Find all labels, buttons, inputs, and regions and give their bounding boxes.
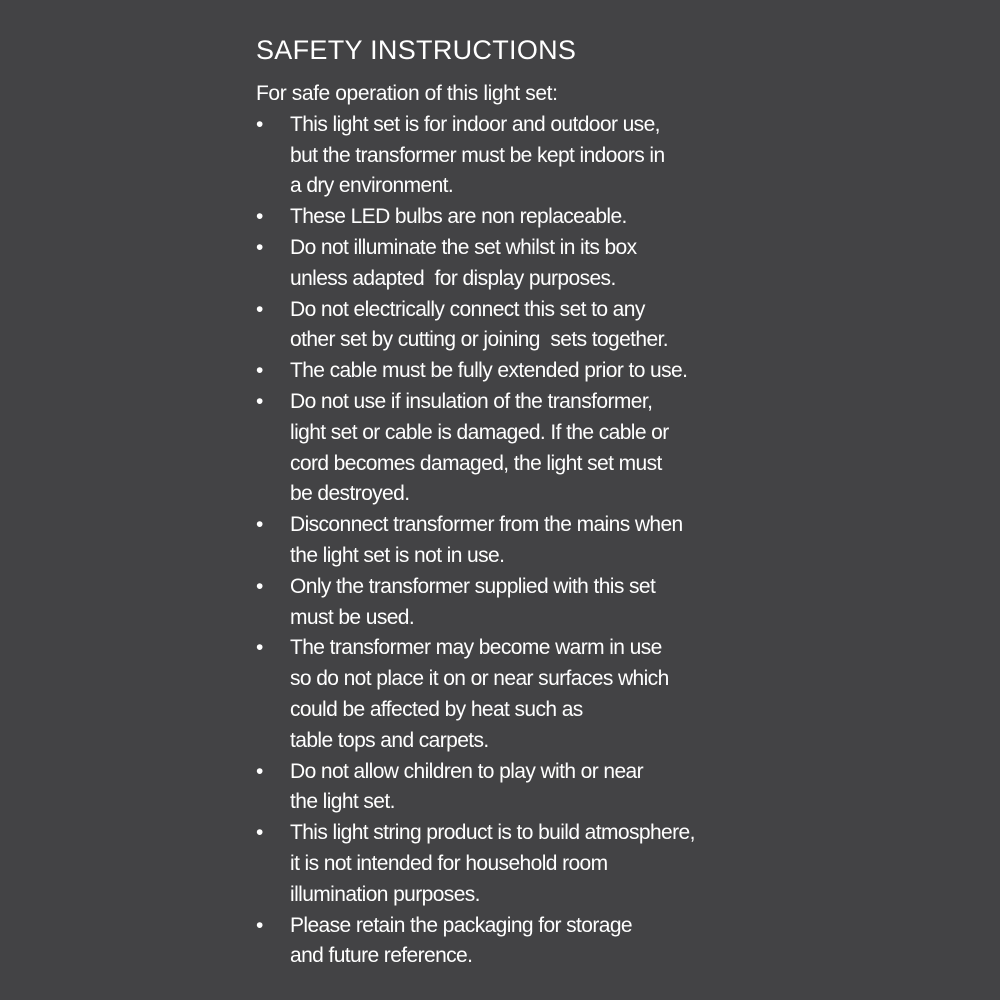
list-item-line: it is not intended for household room [290, 851, 608, 875]
bullet-icon: • [256, 636, 264, 660]
intro-text: For safe operation of this light set: [256, 82, 558, 105]
list-item [256, 633, 695, 756]
list-item [256, 202, 695, 233]
list-item [256, 911, 695, 973]
list-item-line: cord becomes damaged, the light set must [290, 451, 662, 475]
list-item-line: must be used. [290, 605, 415, 629]
list-item-line: unless adapted for display purposes. [290, 266, 616, 290]
list-item [256, 233, 695, 295]
list-item-line: could be affected by heat such as [290, 697, 583, 721]
list-item-line: be destroyed. [290, 482, 410, 506]
bullet-icon: • [256, 205, 264, 229]
bullet-icon: • [256, 759, 264, 783]
instruction-list [256, 110, 695, 972]
bullet-icon: • [256, 821, 264, 845]
page-title: SAFETY INSTRUCTIONS [256, 35, 577, 65]
bullet-icon: • [256, 235, 264, 259]
list-item-line: so do not place it on or near surfaces which [290, 667, 669, 691]
list-item-line: table tops and carpets. [290, 728, 489, 752]
bullet-icon: • [256, 297, 264, 321]
list-item-line: other set by cutting or joining sets together. [290, 328, 669, 352]
list-item-line: the light set is not in use. [290, 543, 505, 567]
bullet-icon: • [256, 574, 264, 598]
list-item-line: These LED bulbs are non replaceable. [290, 205, 627, 229]
list-item [256, 110, 695, 202]
list-item [256, 572, 695, 634]
bullet-icon: • [256, 389, 264, 413]
list-item-line: Please retain the packaging for storage [290, 913, 632, 937]
bullet-icon: • [256, 112, 264, 136]
list-item-line: light set or cable is damaged. If the cable or [290, 420, 669, 444]
list-item-line: illumination purposes. [290, 882, 480, 906]
list-item [256, 356, 695, 387]
list-item-line: The cable must be fully extended prior to use. [290, 359, 688, 383]
list-item-line: a dry environment. [290, 174, 454, 198]
list-item-line: Do not electrically connect this set to any [290, 297, 645, 321]
list-item-line: This light string product is to build atmosphere, [290, 821, 695, 845]
list-item-line: but the transformer must be kept indoors in [290, 143, 665, 167]
list-item-line: Do not illuminate the set whilst in its box [290, 235, 637, 259]
list-item-line: Disconnect transformer from the mains when [290, 513, 683, 537]
list-item [256, 510, 695, 572]
bullet-icon: • [256, 913, 264, 937]
list-item-line: Only the transformer supplied with this set [290, 574, 656, 598]
list-item-line: the light set. [290, 790, 395, 814]
list-item-line: and future reference. [290, 944, 473, 968]
list-item-line: The transformer may become warm in use [290, 636, 662, 660]
bullet-icon: • [256, 359, 264, 383]
list-item-line: Do not use if insulation of the transformer, [290, 389, 653, 413]
list-item-line: Do not allow children to play with or near [290, 759, 643, 783]
list-item-line: This light set is for indoor and outdoor use, [290, 112, 660, 136]
list-item [256, 818, 695, 910]
bullet-icon: • [256, 513, 264, 537]
list-item [256, 757, 695, 819]
list-item [256, 295, 695, 357]
list-item [256, 387, 695, 510]
